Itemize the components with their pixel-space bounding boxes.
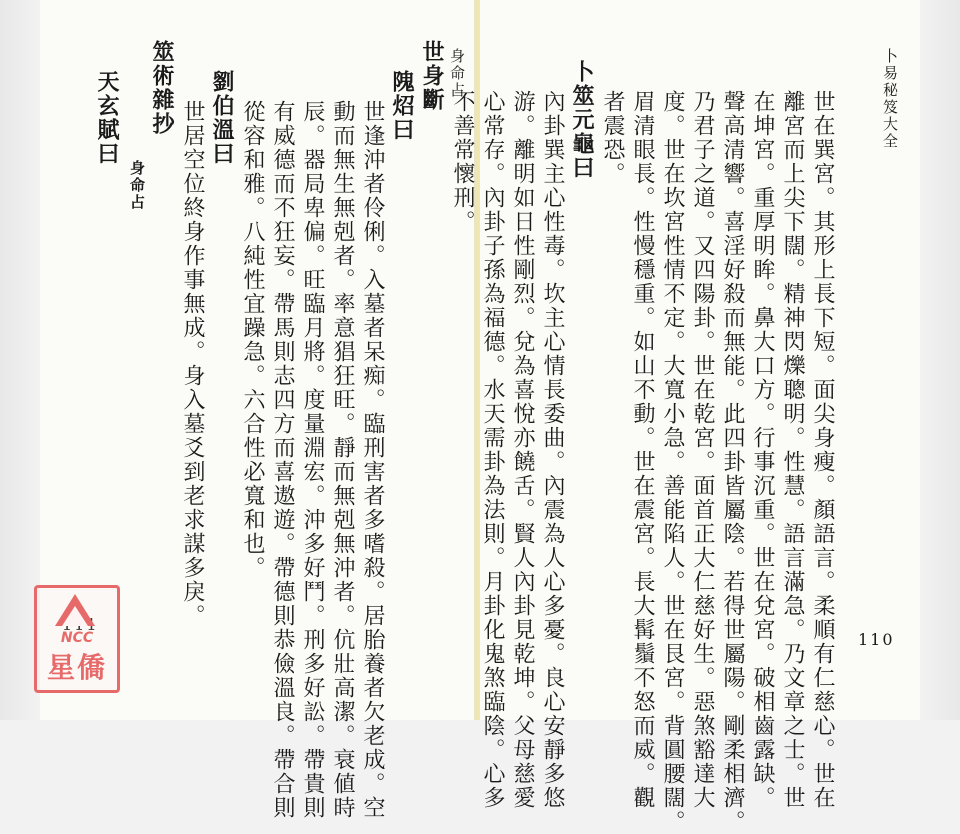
text-column: 心常存。內卦子孫為福德。水天需卦為法則。月卦化鬼煞臨陰。心多 — [480, 90, 505, 810]
text-column: 有威德而不狂妄。帶馬則志四方而喜遨遊。帶德則恭儉溫良。帶合則 — [270, 100, 295, 820]
left-page-number: 111 — [62, 615, 99, 634]
text-column: 世逢沖者伶俐。入墓者呆痴。臨刑害者多嗜殺。居胎養者欠老成。空 — [360, 100, 385, 820]
text-column: 內卦巽主心性毒。坎主心情長委曲。內震為人心多憂。良心安靜多悠 — [540, 90, 565, 810]
left-page-header: 身命占 — [448, 48, 466, 99]
text-column: 世在巽宮。其形上長下短。面尖身瘦。顏語言。柔順有仁慈心。世在 — [810, 90, 835, 810]
right-page-number: 110 — [858, 630, 895, 649]
text-column: 乃君子之道。又四陽卦。世在乾宮。面首正大仁慈好生。惡煞豁達大 — [690, 90, 715, 810]
text-column: 眉清眼長。性慢穩重。如山不動。世在震宮。長大髯鬚不怒而威。觀 — [630, 90, 655, 810]
author-heading: 天玄賦曰 — [94, 70, 120, 166]
text-column: 度。世在坎宮性情不定。大寬小急。善能陷人。世在艮宮。背圓腰闊。 — [660, 90, 685, 834]
text-column: 不善常懷刑。 — [450, 90, 475, 234]
text-column: 游。離明如日性剛烈。兌為喜悅亦饒舌。賢人內卦見乾坤。父母慈愛 — [510, 90, 535, 810]
triangle-logo-inner — [62, 606, 88, 626]
author-heading: 隗炤曰 — [389, 70, 415, 142]
text-column: 從容和雅。八純性宜躁急。六合性必寬和也。 — [240, 100, 265, 580]
right-page-header: 卜易秘笈大全 — [881, 48, 899, 150]
right-edge-shadow — [920, 0, 960, 720]
text-column: 聲高清響。喜淫好殺而無能。此四卦皆屬陰。若得世屬陽。剛柔相濟。 — [720, 90, 745, 834]
subsection-title: 身命占 — [128, 160, 146, 211]
author-heading: 劉伯溫曰 — [209, 70, 235, 166]
text-column: 辰。器局卑偏。旺臨月將。度量淵宏。沖多好鬥。刑多好訟。帶貴則 — [300, 100, 325, 820]
author-heading: 卜筮元龜曰 — [569, 60, 595, 180]
text-column: 世居空位終身作事無成。身入墓爻到老求謀多戾。 — [180, 100, 205, 628]
stamp-latin-text: NCC — [60, 630, 94, 646]
stamp-cjk-text: 星僑 — [46, 651, 107, 684]
text-column: 在坤宮。重厚明眸。鼻大口方。行事沉重。世在兌宮。破相齒露缺。 — [750, 90, 775, 810]
text-column: 離宮而上尖下闊。精神閃爍聰明。性慧。語言滿急。乃文章之士。世 — [780, 90, 805, 810]
text-column: 者震恐。 — [600, 90, 625, 186]
section-title: 世身斷 — [419, 40, 445, 112]
ncc-watermark-stamp — [34, 585, 120, 693]
section-title: 筮術雜抄 — [149, 40, 175, 136]
text-column: 動而無生無剋者。率意猖狂旺。靜而無剋無沖者。伉壯高潔。衰値時 — [330, 100, 355, 820]
